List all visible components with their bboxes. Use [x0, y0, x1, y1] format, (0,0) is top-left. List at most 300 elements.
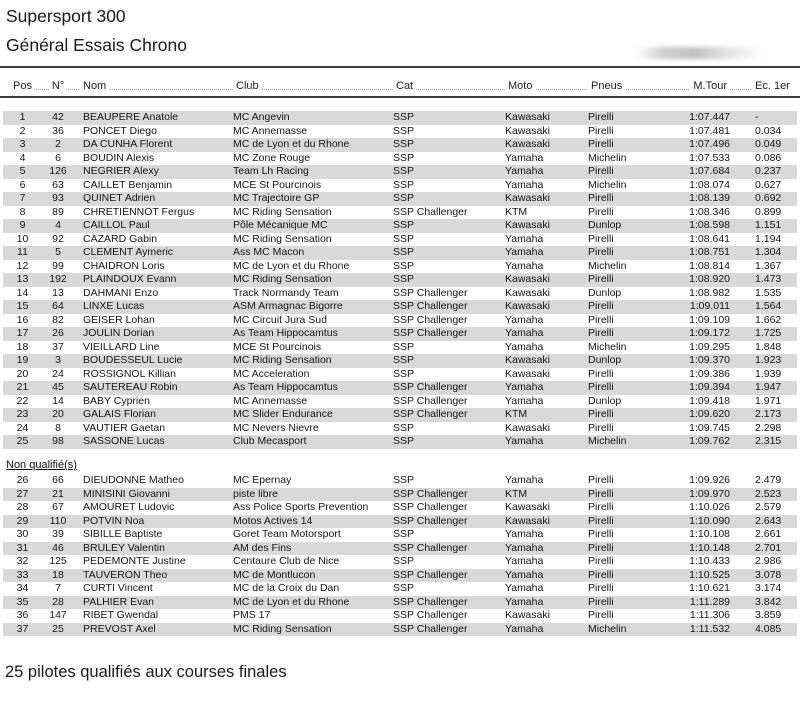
- cell-pos: 12: [16, 259, 29, 272]
- cell-club: MC Zone Rouge: [233, 151, 311, 164]
- table-row: [3, 609, 797, 623]
- cell-mtour: 1:09.926: [689, 474, 730, 486]
- cell-pneus: Pirelli: [588, 111, 614, 123]
- cell-cat: SSP: [393, 259, 415, 272]
- cell-pneus: Dunlop: [588, 394, 622, 407]
- cell-pos: 16: [16, 313, 29, 326]
- cell-ec: 1.923: [755, 354, 782, 366]
- cell-cat: SSP: [393, 273, 415, 285]
- cell-club: piste libre: [233, 487, 278, 500]
- table-row: [3, 422, 797, 436]
- cell-cat: SSP: [393, 421, 415, 434]
- cell-nom: GALAIS Florian: [83, 408, 156, 420]
- cell-num: 39: [52, 528, 64, 540]
- column-header-name: [74, 79, 233, 96]
- cell-club: MC Angevin: [233, 111, 290, 123]
- cell-ec: 1.367: [755, 259, 782, 272]
- cell-pos: 7: [19, 192, 26, 204]
- cell-mtour: 1:08.920: [689, 273, 730, 285]
- cell-pneus: Dunlop: [588, 286, 622, 299]
- cell-nom: SIBILLE Baptiste: [83, 528, 163, 540]
- cell-nom: CAILLOL Paul: [83, 219, 150, 231]
- cell-pneus: Michelin: [588, 435, 627, 447]
- cell-cat: SSP: [393, 354, 415, 366]
- column-header-tyres: [588, 79, 668, 96]
- column-header-gap: [730, 79, 797, 96]
- cell-ec: 0.899: [755, 205, 782, 218]
- cell-moto: KTM: [505, 487, 528, 500]
- cell-mtour: 1:09.011: [689, 300, 730, 312]
- cell-pneus: Pirelli: [588, 609, 614, 621]
- table-row: [3, 528, 797, 542]
- cell-mtour: 1:09.295: [689, 340, 730, 353]
- cell-pneus: Pirelli: [588, 138, 614, 150]
- cell-pos: 34: [16, 582, 29, 594]
- cell-club: MC Epernay: [233, 474, 292, 486]
- cell-num: 110: [49, 514, 67, 527]
- cell-club: MC de Lyon et du Rhone: [233, 138, 350, 150]
- cell-pneus: Pirelli: [588, 124, 614, 137]
- cell-club: Motos Actives 14: [233, 514, 313, 527]
- cell-club: Ass Police Sports Prevention: [233, 501, 369, 513]
- cell-ec: 3.859: [755, 609, 782, 621]
- cell-moto: Kawasaki: [505, 138, 550, 150]
- cell-num: 64: [52, 300, 64, 312]
- cell-num: 36: [52, 124, 64, 137]
- cell-pneus: Pirelli: [588, 595, 614, 608]
- cell-pos: 13: [16, 273, 29, 285]
- cell-moto: Yamaha: [505, 165, 544, 177]
- cell-pos: 37: [16, 622, 29, 635]
- table-row: [3, 192, 797, 206]
- cell-club: MC de Montlucon: [233, 568, 316, 581]
- cell-club: MCE St Pourcinois: [233, 178, 322, 191]
- cell-cat: SSP: [393, 165, 415, 177]
- cell-moto: Kawasaki: [505, 367, 550, 380]
- cell-pos: 33: [16, 568, 29, 581]
- cell-cat: SSP Challenger: [393, 408, 468, 420]
- cell-moto: Kawasaki: [505, 609, 550, 621]
- cell-pos: 25: [16, 435, 29, 447]
- cell-mtour: 1:09.386: [689, 367, 730, 380]
- cell-cat: SSP Challenger: [393, 394, 468, 407]
- cell-pneus: Michelin: [588, 259, 627, 272]
- column-header-moto-label: Moto: [505, 80, 535, 92]
- cell-ec: 3.174: [755, 582, 782, 594]
- cell-club: MC Annemasse: [233, 124, 308, 137]
- cell-mtour: 1:08.346: [689, 205, 730, 218]
- cell-ec: 2.173: [755, 408, 782, 420]
- cell-num: 126: [49, 165, 67, 177]
- cell-moto: Kawasaki: [505, 192, 550, 204]
- cell-pneus: Pirelli: [588, 273, 614, 285]
- cell-cat: SSP Challenger: [393, 327, 468, 339]
- cell-nom: SASSONE Lucas: [83, 435, 165, 447]
- cell-num: 5: [55, 246, 61, 258]
- cell-club: MC Annemasse: [233, 394, 308, 407]
- cell-moto: Yamaha: [505, 232, 544, 245]
- cell-nom: BOUDIN Alexis: [83, 151, 155, 164]
- cell-ec: 2.701: [755, 541, 782, 554]
- table-row: [3, 138, 797, 152]
- cell-nom: MINISINI Giovanni: [83, 487, 170, 500]
- cell-club: MC Riding Sensation: [233, 273, 332, 285]
- cell-moto: Yamaha: [505, 595, 544, 608]
- table-row: [3, 435, 797, 449]
- cell-ec: 0.237: [755, 165, 782, 177]
- table-row: [3, 368, 797, 382]
- cell-nom: CAILLET Benjamin: [83, 178, 173, 191]
- cell-pos: 26: [16, 474, 29, 486]
- non-qualified-rows: [3, 474, 797, 636]
- cell-num: 92: [52, 232, 64, 245]
- cell-pneus: Pirelli: [588, 313, 614, 326]
- cell-cat: SSP: [393, 192, 415, 204]
- faded-watermark: [636, 47, 764, 59]
- cell-pneus: Pirelli: [588, 408, 614, 420]
- cell-cat: SSP: [393, 582, 415, 594]
- cell-pneus: Pirelli: [588, 381, 614, 393]
- cell-pos: 1: [19, 111, 26, 123]
- cell-cat: SSP: [393, 178, 415, 191]
- cell-nom: ROSSIGNOL Killian: [83, 367, 176, 380]
- table-row: [3, 111, 797, 125]
- cell-cat: SSP Challenger: [393, 609, 468, 621]
- table-row: [3, 596, 797, 610]
- cell-pos: 23: [16, 408, 29, 420]
- qualification-note: 25 pilotes qualifiés aux courses finales: [5, 663, 287, 681]
- cell-num: 3: [55, 354, 61, 366]
- cell-ec: 4.085: [755, 622, 782, 635]
- cell-ec: 2.315: [755, 435, 782, 447]
- cell-pos: 11: [17, 246, 28, 258]
- cell-mtour: 1:07.447: [689, 111, 730, 123]
- cell-mtour: 1:08.074: [689, 178, 730, 191]
- column-header-pos-label: Pos: [10, 80, 35, 92]
- cell-pos: 18: [16, 340, 29, 353]
- cell-club: MC Nevers Nievre: [233, 421, 319, 434]
- cell-nom: PEDEMONTE Justine: [83, 555, 186, 567]
- cell-pos: 8: [19, 205, 26, 218]
- cell-mtour: 1:11.306: [689, 609, 730, 621]
- cell-num: 93: [52, 192, 64, 204]
- cell-pos: 5: [19, 165, 26, 177]
- cell-mtour: 1:09.418: [689, 394, 730, 407]
- cell-club: MC Riding Sensation: [233, 205, 332, 218]
- cell-nom: POTVIN Noa: [83, 514, 145, 527]
- column-header-tyres-label: Pneus: [588, 80, 625, 92]
- cell-cat: SSP Challenger: [393, 568, 468, 581]
- cell-club: ASM Armagnac Bigorre: [233, 300, 343, 312]
- cell-club: PMS 17: [233, 609, 271, 621]
- cell-cat: SSP: [393, 474, 415, 486]
- cell-pneus: Pirelli: [588, 582, 614, 594]
- cell-pneus: Pirelli: [588, 205, 614, 218]
- cell-num: 67: [52, 501, 64, 513]
- cell-pos: 22: [16, 394, 29, 407]
- table-row: [3, 395, 797, 409]
- cell-pneus: Michelin: [588, 622, 627, 635]
- cell-mtour: 1:09.172: [689, 327, 730, 339]
- cell-moto: Yamaha: [505, 151, 544, 164]
- cell-nom: CLEMENT Aymeric: [83, 246, 174, 258]
- cell-ec: 1.151: [755, 219, 782, 231]
- cell-pneus: Pirelli: [588, 246, 614, 258]
- cell-ec: 1.971: [755, 394, 782, 407]
- cell-num: 66: [52, 474, 64, 486]
- cell-num: 63: [52, 178, 64, 191]
- cell-ec: 1.535: [755, 286, 782, 299]
- cell-mtour: 1:07.533: [689, 151, 730, 164]
- cell-mtour: 1:10.525: [689, 568, 730, 581]
- cell-pos: 27: [16, 487, 29, 500]
- cell-num: 18: [52, 568, 64, 581]
- cell-nom: PLAINDOUX Evann: [83, 273, 177, 285]
- cell-pos: 20: [16, 367, 29, 380]
- cell-club: MC de Lyon et du Rhone: [233, 595, 350, 608]
- cell-num: 8: [55, 421, 61, 434]
- cell-moto: Yamaha: [505, 528, 544, 540]
- cell-mtour: 1:11.532: [689, 622, 730, 635]
- table-row: [3, 354, 797, 368]
- cell-ec: -: [755, 111, 759, 123]
- cell-num: 7: [55, 582, 61, 594]
- cell-moto: Kawasaki: [505, 514, 550, 527]
- cell-mtour: 1:07.481: [689, 124, 730, 137]
- cell-mtour: 1:08.814: [689, 259, 730, 272]
- cell-ec: 2.643: [755, 514, 782, 527]
- cell-moto: Yamaha: [505, 246, 544, 258]
- cell-ec: 0.692: [755, 192, 782, 204]
- cell-nom: DA CUNHA Florent: [83, 138, 173, 150]
- page-subtitle: Général Essais Chrono: [6, 35, 187, 55]
- cell-pneus: Pirelli: [588, 555, 614, 567]
- cell-pneus: Pirelli: [588, 367, 614, 380]
- cell-club: Pôle Mécanique MC: [233, 219, 328, 231]
- cell-nom: RIBET Gwendal: [83, 609, 159, 621]
- cell-nom: JOULIN Dorian: [83, 327, 155, 339]
- cell-club: Track Normandy Team: [233, 286, 339, 299]
- cell-moto: KTM: [505, 408, 528, 420]
- cell-pos: 3: [19, 138, 26, 150]
- cell-num: 28: [52, 595, 64, 608]
- table-row: [3, 501, 797, 515]
- cell-num: 4: [55, 219, 61, 231]
- cell-pos: 4: [19, 151, 26, 164]
- cell-moto: Yamaha: [505, 394, 544, 407]
- cell-ec: 2.579: [755, 501, 782, 513]
- table-row: [3, 408, 797, 422]
- cell-cat: SSP: [393, 435, 415, 447]
- cell-mtour: 1:10.621: [689, 582, 730, 594]
- cell-nom: CURTI Vincent: [83, 582, 153, 594]
- cell-club: MC Circuit Jura Sud: [233, 313, 327, 326]
- cell-num: 192: [49, 273, 67, 285]
- cell-num: 125: [49, 555, 67, 567]
- cell-ec: 1.947: [755, 381, 782, 393]
- table-header-row: [3, 79, 797, 96]
- column-header-number-label: N°: [49, 80, 67, 92]
- cell-ec: 0.049: [755, 138, 782, 150]
- cell-ec: 1.564: [755, 300, 782, 312]
- cell-nom: BABY Cyprien: [83, 394, 150, 407]
- cell-num: 26: [52, 327, 64, 339]
- cell-nom: DIEUDONNE Matheo: [83, 474, 184, 486]
- cell-pos: 30: [16, 528, 29, 540]
- cell-pneus: Michelin: [588, 151, 627, 164]
- column-header-pos: [3, 79, 42, 96]
- cell-pos: 21: [16, 381, 29, 393]
- column-header-name-label: Nom: [80, 80, 109, 92]
- cell-pos: 31: [16, 541, 29, 554]
- cell-nom: AMOURET Ludovic: [83, 501, 175, 513]
- cell-moto: Yamaha: [505, 178, 544, 191]
- cell-mtour: 1:08.139: [689, 192, 730, 204]
- cell-nom: LINXE Lucas: [83, 300, 145, 312]
- cell-pneus: Pirelli: [588, 327, 614, 339]
- cell-cat: SSP Challenger: [393, 286, 468, 299]
- cell-pneus: Pirelli: [588, 300, 614, 312]
- cell-moto: Kawasaki: [505, 219, 550, 231]
- cell-nom: PREVOST Axel: [83, 622, 156, 635]
- cell-moto: Kawasaki: [505, 354, 550, 366]
- cell-ec: 1.304: [755, 246, 782, 258]
- column-header-moto: [505, 79, 588, 96]
- cell-pneus: Pirelli: [588, 541, 614, 554]
- cell-mtour: 1:10.433: [689, 555, 730, 567]
- cell-num: 13: [52, 286, 64, 299]
- cell-ec: 3.078: [755, 568, 782, 581]
- cell-pneus: Pirelli: [588, 514, 614, 527]
- cell-mtour: 1:07.496: [689, 138, 730, 150]
- cell-mtour: 1:09.109: [689, 313, 730, 326]
- cell-moto: Yamaha: [505, 340, 544, 353]
- column-header-number: [42, 79, 74, 96]
- cell-pos: 14: [16, 286, 29, 299]
- table-row: [3, 569, 797, 583]
- cell-num: 45: [52, 381, 64, 393]
- cell-club: MCE St Pourcinois: [233, 340, 322, 353]
- cell-pos: 35: [16, 595, 29, 608]
- cell-mtour: 1:08.751: [689, 246, 730, 258]
- cell-moto: Kawasaki: [505, 286, 550, 299]
- cell-moto: Yamaha: [505, 555, 544, 567]
- cell-cat: SSP Challenger: [393, 381, 468, 393]
- cell-pos: 29: [16, 514, 29, 527]
- cell-nom: DAHMANI Enzo: [83, 286, 159, 299]
- cell-club: MC Riding Sensation: [233, 232, 332, 245]
- cell-nom: BOUDESSEUL Lucie: [83, 354, 183, 366]
- cell-mtour: 1:08.641: [689, 232, 730, 245]
- cell-pneus: Pirelli: [588, 501, 614, 513]
- column-header-best-lap-label: M.Tour: [690, 80, 730, 92]
- cell-ec: 0.034: [755, 124, 782, 137]
- cell-pneus: Pirelli: [588, 165, 614, 177]
- cell-nom: VAUTIER Gaetan: [83, 421, 166, 434]
- cell-nom: GEISER Lohan: [83, 313, 155, 326]
- cell-club: As Team Hippocamtus: [233, 327, 338, 339]
- column-header-category: [393, 79, 505, 96]
- cell-pos: 28: [16, 501, 29, 513]
- table-row: [3, 273, 797, 287]
- cell-cat: SSP Challenger: [393, 487, 468, 500]
- table-row: [3, 381, 797, 395]
- cell-club: MC de Lyon et du Rhone: [233, 259, 350, 272]
- cell-pneus: Pirelli: [588, 528, 614, 540]
- cell-moto: Yamaha: [505, 259, 544, 272]
- cell-pos: 10: [16, 232, 29, 245]
- cell-cat: SSP Challenger: [393, 514, 468, 527]
- cell-nom: VIEILLARD Line: [83, 340, 160, 353]
- cell-mtour: 1:09.370: [689, 354, 730, 366]
- cell-moto: Yamaha: [505, 474, 544, 486]
- cell-pos: 32: [16, 555, 29, 567]
- cell-nom: CHRETIENNOT Fergus: [83, 205, 195, 218]
- cell-ec: 1.939: [755, 367, 782, 380]
- cell-cat: SSP Challenger: [393, 501, 468, 513]
- column-header-club: [233, 79, 393, 96]
- header-divider: [0, 96, 800, 98]
- cell-club: MC Riding Sensation: [233, 354, 332, 366]
- cell-moto: Yamaha: [505, 435, 544, 447]
- cell-mtour: 1:09.970: [689, 487, 730, 500]
- cell-cat: SSP: [393, 111, 415, 123]
- cell-moto: Yamaha: [505, 381, 544, 393]
- cell-pos: 2: [19, 124, 26, 137]
- table-row: [3, 287, 797, 301]
- cell-club: MC Riding Sensation: [233, 622, 332, 635]
- cell-moto: Kawasaki: [505, 273, 550, 285]
- cell-nom: CAZARD Gabin: [83, 232, 158, 245]
- table-row: [3, 179, 797, 193]
- cell-moto: Kawasaki: [505, 111, 550, 123]
- cell-ec: 0.627: [755, 178, 782, 191]
- cell-cat: SSP: [393, 232, 415, 245]
- cell-moto: Kawasaki: [505, 300, 550, 312]
- cell-club: Goret Team Motorsport: [233, 528, 341, 540]
- cell-nom: QUINET Adrien: [83, 192, 156, 204]
- cell-moto: KTM: [505, 205, 528, 218]
- table-row: [3, 219, 797, 233]
- table-row: [3, 623, 797, 637]
- cell-pneus: Pirelli: [588, 568, 614, 581]
- cell-moto: Kawasaki: [505, 124, 550, 137]
- cell-ec: 2.523: [755, 487, 782, 500]
- cell-pneus: Pirelli: [588, 487, 614, 500]
- cell-num: 14: [52, 394, 64, 407]
- cell-pos: 6: [19, 178, 26, 191]
- table-row: [3, 542, 797, 556]
- cell-cat: SSP: [393, 555, 415, 567]
- cell-num: 89: [52, 205, 64, 218]
- cell-pos: 9: [19, 219, 26, 231]
- cell-mtour: 1:09.620: [689, 408, 730, 420]
- cell-club: Team Lh Racing: [233, 165, 309, 177]
- column-header-gap-label: Ec. 1er: [752, 80, 793, 92]
- cell-cat: SSP: [393, 138, 415, 150]
- cell-num: 46: [52, 541, 64, 554]
- cell-club: AM des Fins: [233, 541, 292, 554]
- table-row: [3, 206, 797, 220]
- cell-club: MC Trajectoire GP: [233, 192, 320, 204]
- table-row: [3, 582, 797, 596]
- cell-club: As Team Hippocamtus: [233, 381, 338, 393]
- table-row: [3, 515, 797, 529]
- cell-pos: 24: [16, 421, 29, 434]
- cell-mtour: 1:08.598: [689, 219, 730, 231]
- cell-num: 98: [52, 435, 64, 447]
- table-row: [3, 474, 797, 488]
